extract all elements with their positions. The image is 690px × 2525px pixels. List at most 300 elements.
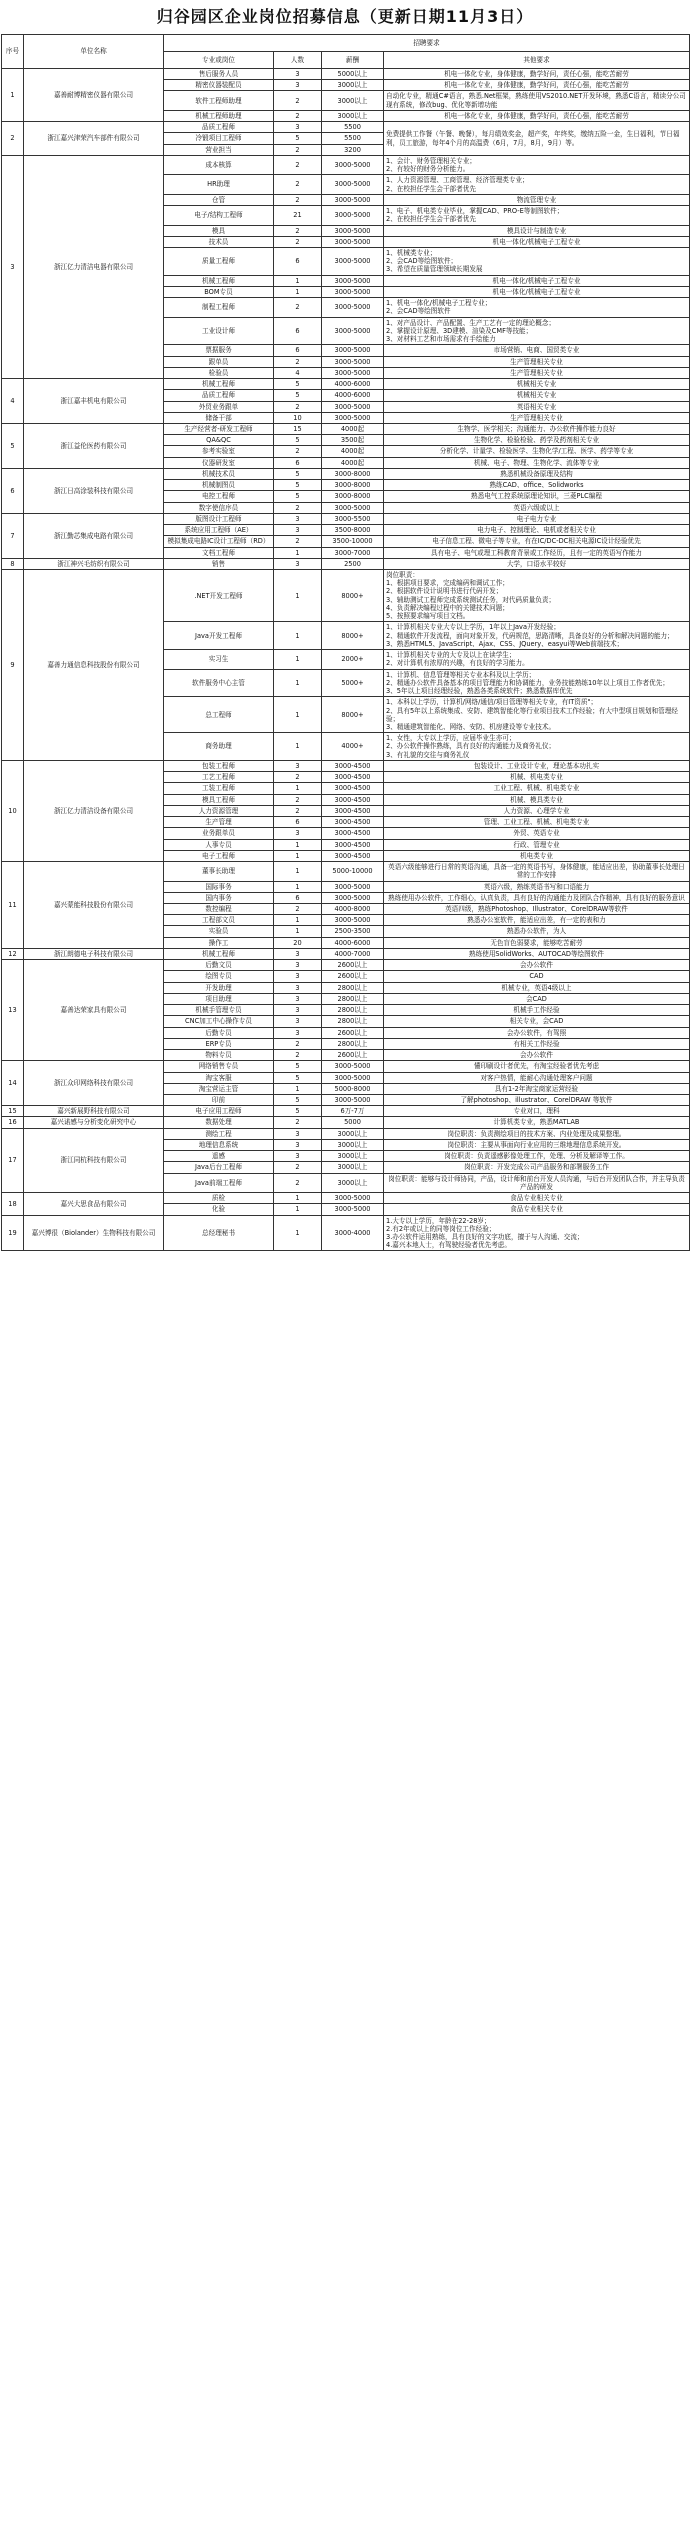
position-cell: 国内事务 <box>164 892 274 903</box>
count-cell: 3 <box>274 948 322 959</box>
company-seq: 17 <box>2 1128 24 1192</box>
count-cell: 1 <box>274 862 322 881</box>
requirement-cell: 电子电力专业 <box>384 513 690 524</box>
count-cell: 1 <box>274 926 322 937</box>
salary-cell: 4000-6000 <box>322 379 384 390</box>
position-cell: 系统应用工程师（AE） <box>164 525 274 536</box>
salary-cell: 5500 <box>322 133 384 144</box>
salary-cell: 2800以上 <box>322 993 384 1004</box>
salary-cell: 3000-5000 <box>322 1072 384 1083</box>
requirement-cell: 无色盲色弱要求，能够吃苦耐劳 <box>384 937 690 948</box>
salary-cell: 3000-4500 <box>322 760 384 771</box>
salary-cell: 3000-5000 <box>322 206 384 225</box>
salary-cell: 3000-5000 <box>322 1094 384 1105</box>
company-name: 浙江朗德电子科技有限公司 <box>24 948 164 959</box>
count-cell: 1 <box>274 1204 322 1215</box>
requirement-cell: 会办公软件，有驾照 <box>384 1027 690 1038</box>
count-cell: 5 <box>274 133 322 144</box>
count-cell: 20 <box>274 937 322 948</box>
salary-cell: 3000以上 <box>322 110 384 121</box>
company-seq: 12 <box>2 948 24 959</box>
requirement-cell: 英语四级，熟练Photoshop、Illustrator、CorelDRAW等软件 <box>384 903 690 914</box>
salary-cell: 3000-5000 <box>322 356 384 367</box>
position-cell: 工装工程师 <box>164 783 274 794</box>
position-cell: 营业担当 <box>164 144 274 155</box>
company-seq: 8 <box>2 558 24 569</box>
count-cell: 2 <box>274 356 322 367</box>
table-row <box>2 423 690 434</box>
count-cell: 3 <box>274 828 322 839</box>
count-cell: 2 <box>274 1038 322 1049</box>
count-cell: 2 <box>274 175 322 194</box>
requirement-cell: 熟悉电气工控系统原理论知识，三菱PLC编程 <box>384 491 690 502</box>
requirement-cell: 岗位职责：能够与设计师协同，产品，设计师和前台开发人员沟通，与后台开发团队合作，并主导负责产品的研发 <box>384 1173 690 1192</box>
count-cell: 1 <box>274 275 322 286</box>
position-cell: 技术员 <box>164 236 274 247</box>
position-cell: 项目助理 <box>164 993 274 1004</box>
count-cell: 1 <box>274 1215 322 1251</box>
position-cell: 机械技术员 <box>164 468 274 479</box>
requirement-cell: 1、女性，大专以上学历，应届毕业生亦可； 2、办公软件操作熟练，具有良好的沟通能力及商务礼仪； 3、有礼貌的交往与商务礼仪 <box>384 733 690 761</box>
requirement-cell: 熟悉机械设备原理及结构 <box>384 468 690 479</box>
position-cell: 实验员 <box>164 926 274 937</box>
requirement-cell: 行政、管理专业 <box>384 839 690 850</box>
position-cell: QA&QC <box>164 435 274 446</box>
position-cell: 电子工程师 <box>164 850 274 861</box>
company-name: 嘉善力通信息科技股份有限公司 <box>24 570 164 761</box>
requirement-cell: 1、机电一体化/机械电子工程专业； 2、会CAD等绘图软件 <box>384 298 690 317</box>
requirement-cell: 管理、工业工程、机械、机电类专业 <box>384 817 690 828</box>
position-cell: 外贸业务跟单 <box>164 401 274 412</box>
position-cell: 化验 <box>164 1204 274 1215</box>
company-seq: 1 <box>2 69 24 122</box>
count-cell: 3 <box>274 1027 322 1038</box>
salary-cell: 3000-4000 <box>322 1215 384 1251</box>
position-cell: 质量工程师 <box>164 247 274 275</box>
salary-cell: 3000以上 <box>322 80 384 91</box>
position-cell: 操作工 <box>164 937 274 948</box>
position-cell: 淘宝营运主管 <box>164 1083 274 1094</box>
table-body <box>2 69 690 1251</box>
salary-cell: 5000以上 <box>322 69 384 80</box>
count-cell: 2 <box>274 794 322 805</box>
position-cell: 商务助理 <box>164 733 274 761</box>
count-cell: 4 <box>274 367 322 378</box>
position-cell: 成本核算 <box>164 155 274 174</box>
count-cell: 6 <box>274 345 322 356</box>
salary-cell: 3000-5000 <box>322 1193 384 1204</box>
requirement-cell: 1、机械类专业； 2、会CAD等绘图软件； 3、希望在质量管理领域长期发展 <box>384 247 690 275</box>
position-cell: 电控工程师 <box>164 491 274 502</box>
count-cell: 21 <box>274 206 322 225</box>
position-cell: 品质工程师 <box>164 390 274 401</box>
position-cell: 开发助理 <box>164 982 274 993</box>
count-cell: 6 <box>274 317 322 345</box>
salary-cell: 8000+ <box>322 570 384 622</box>
requirement-cell: 机电类专业 <box>384 850 690 861</box>
position-cell: 总经理秘书 <box>164 1215 274 1251</box>
count-cell: 2 <box>274 225 322 236</box>
salary-cell: 2600以上 <box>322 971 384 982</box>
requirement-cell: 大学，口语水平较好 <box>384 558 690 569</box>
count-cell: 3 <box>274 971 322 982</box>
count-cell: 3 <box>274 1139 322 1150</box>
company-seq: 19 <box>2 1215 24 1251</box>
count-cell: 3 <box>274 1151 322 1162</box>
requirement-cell: 机电一体化专业，身体健康，勤学好问，责任心强，能吃苦耐劳 <box>384 80 690 91</box>
header-position: 专业或岗位 <box>164 52 274 69</box>
count-cell: 1 <box>274 839 322 850</box>
position-cell: 质检 <box>164 1193 274 1204</box>
count-cell: 5 <box>274 435 322 446</box>
count-cell: 2 <box>274 91 322 110</box>
count-cell: 2 <box>274 772 322 783</box>
salary-cell: 3000-5000 <box>322 236 384 247</box>
salary-cell: 3000-5000 <box>322 317 384 345</box>
salary-cell: 3000-5000 <box>322 892 384 903</box>
position-cell: 物料专员 <box>164 1050 274 1061</box>
requirement-cell: 1、电子、机电类专业毕业，掌握CAD、PRO-E等制图软件； 2、在校担任学生会干部者优先 <box>384 206 690 225</box>
position-cell: 测绘工程 <box>164 1128 274 1139</box>
salary-cell: 3000-5000 <box>322 275 384 286</box>
position-cell: 售后服务人员 <box>164 69 274 80</box>
position-cell: CNC加工中心操作专员 <box>164 1016 274 1027</box>
count-cell: 6 <box>274 247 322 275</box>
requirement-cell: 分析化学、计量学、检验医学、生物化学/工程、医学、药学等专业 <box>384 446 690 457</box>
count-cell: 2 <box>274 144 322 155</box>
salary-cell: 3000-4500 <box>322 850 384 861</box>
salary-cell: 3000-4500 <box>322 805 384 816</box>
position-cell: 工业设计师 <box>164 317 274 345</box>
position-cell: 人事专员 <box>164 839 274 850</box>
company-name: 浙江勤芯集成电路有限公司 <box>24 513 164 558</box>
table-row <box>2 862 690 881</box>
salary-cell: 3000-5500 <box>322 513 384 524</box>
header-row-1 <box>2 35 690 52</box>
position-cell: 工程部文员 <box>164 915 274 926</box>
company-seq: 13 <box>2 960 24 1061</box>
salary-cell: 3000-4500 <box>322 794 384 805</box>
count-cell: 3 <box>274 1016 322 1027</box>
salary-cell: 4000起 <box>322 446 384 457</box>
count-cell: 6 <box>274 817 322 828</box>
company-seq: 9 <box>2 570 24 761</box>
position-cell: 机械制图员 <box>164 480 274 491</box>
table-row <box>2 1128 690 1139</box>
company-name: 嘉兴大思食品有限公司 <box>24 1193 164 1215</box>
position-cell: 检验员 <box>164 367 274 378</box>
requirement-cell: 机械相关专业 <box>384 390 690 401</box>
count-cell: 3 <box>274 760 322 771</box>
position-cell: 参考实验室 <box>164 446 274 457</box>
table-row <box>2 558 690 569</box>
count-cell: 2 <box>274 502 322 513</box>
requirement-cell: 生产管理相关专业 <box>384 367 690 378</box>
position-cell: 后勤专员 <box>164 1027 274 1038</box>
company-name: 浙江神兴毛纺织有限公司 <box>24 558 164 569</box>
requirement-cell: 岗位职责：负责测绘项目的技术方案、内业处理及成果整理。 <box>384 1128 690 1139</box>
table-row <box>2 760 690 771</box>
salary-cell: 3000-5000 <box>322 194 384 205</box>
salary-cell: 2500-3500 <box>322 926 384 937</box>
requirement-cell: 机电一体化/机械电子工程专业 <box>384 236 690 247</box>
salary-cell: 3200 <box>322 144 384 155</box>
count-cell: 3 <box>274 69 322 80</box>
salary-cell: 3000-5000 <box>322 298 384 317</box>
position-cell: 软件工程师助理 <box>164 91 274 110</box>
salary-cell: 3500起 <box>322 435 384 446</box>
header-count: 人数 <box>274 52 322 69</box>
count-cell: 3 <box>274 982 322 993</box>
position-cell: HR助理 <box>164 175 274 194</box>
company-seq: 3 <box>2 155 24 378</box>
salary-cell: 3000-5000 <box>322 175 384 194</box>
salary-cell: 2000+ <box>322 650 384 669</box>
count-cell: 1 <box>274 650 322 669</box>
position-cell: 总工程师 <box>164 697 274 733</box>
table-row <box>2 570 690 622</box>
position-cell: 储备干部 <box>164 412 274 423</box>
count-cell: 5 <box>274 1061 322 1072</box>
salary-cell: 3000-7000 <box>322 547 384 558</box>
count-cell: 3 <box>274 558 322 569</box>
count-cell: 2 <box>274 155 322 174</box>
salary-cell: 3000-5000 <box>322 367 384 378</box>
count-cell: 2 <box>274 446 322 457</box>
table-row <box>2 69 690 80</box>
requirement-cell: 熟悉办公室软件，能适应出差，有一定的表和力 <box>384 915 690 926</box>
position-cell: 网络销售专员 <box>164 1061 274 1072</box>
position-cell: 精密仪器装配员 <box>164 80 274 91</box>
position-cell: 生产管理 <box>164 817 274 828</box>
company-name: 浙江同杭科技有限公司 <box>24 1128 164 1192</box>
requirement-cell: 物流管理专业 <box>384 194 690 205</box>
position-cell: 模具工程师 <box>164 794 274 805</box>
count-cell: 5 <box>274 491 322 502</box>
position-cell: Java开发工程师 <box>164 622 274 650</box>
position-cell: 后勤文员 <box>164 960 274 971</box>
position-cell: 业务跟单员 <box>164 828 274 839</box>
requirement-cell: 相关专业，会CAD <box>384 1016 690 1027</box>
header-group: 招聘要求 <box>164 35 690 52</box>
position-cell: 淘宝客服 <box>164 1072 274 1083</box>
requirement-cell: 1.大专以上学历，年龄在22-28岁； 2.有2年或以上的同等岗位工作经验； 3.办公软件运用熟练，具有良好的文字功底，擅于与人沟通、交流； 4.嘉兴本地人士，有驾驶经验者优先考虑。 <box>384 1215 690 1251</box>
salary-cell: 6万-7万 <box>322 1106 384 1117</box>
count-cell: 3 <box>274 525 322 536</box>
salary-cell: 2800以上 <box>322 1038 384 1049</box>
salary-cell: 3000-5000 <box>322 1204 384 1215</box>
count-cell: 3 <box>274 513 322 524</box>
company-seq: 5 <box>2 423 24 468</box>
company-seq: 6 <box>2 468 24 513</box>
position-cell: 数据处理 <box>164 1117 274 1128</box>
salary-cell: 5500 <box>322 122 384 133</box>
requirement-cell: 自动化专业，精通C#语言，熟悉.Net框架，熟练使用VS2010.NET开发环境，熟悉C语言，精读分公司现有系统，修改bug、优化等新增功能 <box>384 91 690 110</box>
requirement-cell: 有相关工作经验 <box>384 1038 690 1049</box>
count-cell: 1 <box>274 1193 322 1204</box>
requirement-cell: 熟练CAD、office、Solidworks <box>384 480 690 491</box>
position-cell: 电子应用工程师 <box>164 1106 274 1117</box>
count-cell: 3 <box>274 1128 322 1139</box>
salary-cell: 3000-8000 <box>322 480 384 491</box>
position-cell: 遥感 <box>164 1151 274 1162</box>
requirement-cell: 岗位职责：负责遥感影像处理工作，处理、分析及解译等工作。 <box>384 1151 690 1162</box>
salary-cell: 4000起 <box>322 423 384 434</box>
position-cell: Java后台工程师 <box>164 1162 274 1173</box>
count-cell: 1 <box>274 733 322 761</box>
position-cell: 仓管 <box>164 194 274 205</box>
position-cell: 工艺工程师 <box>164 772 274 783</box>
salary-cell: 4000起 <box>322 457 384 468</box>
position-cell: 实习生 <box>164 650 274 669</box>
header-req: 其他要求 <box>384 52 690 69</box>
company-name: 浙江嘉丰机电有限公司 <box>24 379 164 424</box>
salary-cell: 5000 <box>322 1117 384 1128</box>
position-cell: 冷锻项目工程师 <box>164 133 274 144</box>
salary-cell: 8000+ <box>322 622 384 650</box>
count-cell: 2 <box>274 903 322 914</box>
company-seq: 18 <box>2 1193 24 1215</box>
table-row <box>2 1061 690 1072</box>
salary-cell: 3000-5000 <box>322 345 384 356</box>
salary-cell: 4000-7000 <box>322 948 384 959</box>
count-cell: 2 <box>274 194 322 205</box>
header-seq: 序号 <box>2 35 24 69</box>
requirement-cell: 1、计算机相关专业大专以上学历，1年以上Java开发经验； 2、精通软件开发流程，面向对象开发，代码规范，思路清晰，具备良好的分析和解决问题的能力； 3、熟悉HTML5、JavaScript、Ajax、CSS、JQuery、easyui等Web前端技术； <box>384 622 690 650</box>
salary-cell: 4000-6000 <box>322 937 384 948</box>
requirement-cell: CAD <box>384 971 690 982</box>
company-seq: 14 <box>2 1061 24 1106</box>
salary-cell: 3000以上 <box>322 1128 384 1139</box>
position-cell: 版图设计工程师 <box>164 513 274 524</box>
count-cell: 5 <box>274 379 322 390</box>
count-cell: 1 <box>274 697 322 733</box>
requirement-cell: 机械手工作经验 <box>384 1005 690 1016</box>
salary-cell: 2600以上 <box>322 1027 384 1038</box>
position-cell: 生产经营者-研发工程师 <box>164 423 274 434</box>
position-cell: 文档工程师 <box>164 547 274 558</box>
position-cell: ERP专员 <box>164 1038 274 1049</box>
count-cell: 1 <box>274 1083 322 1094</box>
position-cell: 机械工程师 <box>164 948 274 959</box>
table-row <box>2 1215 690 1251</box>
requirement-cell: 免费提供工作餐（午餐、晚餐），每月绩效奖金，超产奖，年终奖，缴纳五险一金，生日福利，节日福利，员工旅游，每年4个月的高温费（6月，7月，8月，9月）等。 <box>384 122 690 156</box>
requirement-cell: 会办公软件 <box>384 960 690 971</box>
count-cell: 1 <box>274 850 322 861</box>
salary-cell: 2800以上 <box>322 1005 384 1016</box>
requirement-cell: 1、人力资源管理、工商管理、经济管理类专业； 2、在校担任学生会干部者优先 <box>384 175 690 194</box>
company-name: 嘉兴蒙能科技股份有限公司 <box>24 862 164 949</box>
position-cell: 制程工程师 <box>164 298 274 317</box>
requirement-cell: 专业对口，理科 <box>384 1106 690 1117</box>
requirement-cell: 懂印刷设计者优先，有淘宝经验者优先考虑 <box>384 1061 690 1072</box>
position-cell: 绘图专员 <box>164 971 274 982</box>
position-cell: 品质工程师 <box>164 122 274 133</box>
table-row <box>2 948 690 959</box>
salary-cell: 4000-8000 <box>322 903 384 914</box>
position-cell: BOM专员 <box>164 286 274 297</box>
position-cell: 印前 <box>164 1094 274 1105</box>
count-cell: 1 <box>274 286 322 297</box>
salary-cell: 3000以上 <box>322 91 384 110</box>
requirement-cell: 1、计算机相关专业的大专及以上在读学生； 2、对计算机有浓厚的兴趣，有良好的学习能力。 <box>384 650 690 669</box>
table-row <box>2 1193 690 1204</box>
company-name: 嘉兴博很（Biolander）生物科技有限公司 <box>24 1215 164 1251</box>
salary-cell: 3000-4500 <box>322 839 384 850</box>
requirement-cell: 机械、模具类专业 <box>384 794 690 805</box>
position-cell: 机械工程师助理 <box>164 110 274 121</box>
requirement-cell: 岗位职责： 1、根据项目要求，完成编码和调试工作； 2、根据软件设计说明书进行代码开发； 3、辅助测试工程师完成系统测试任务，对代码质量负责； 4、负责解决编程过程中的关键技术问题； 5、按照要求编写项目文档。 <box>384 570 690 622</box>
requirement-cell: 对客户热情，能耐心沟通处理客户问题 <box>384 1072 690 1083</box>
requirement-cell: 1、计算机、信息管理等相关专业本科及以上学历； 2、精通办公软件具备基本的项目管理能力和协调能力，业务技能熟练10年以上项目工作者优先； 3、5年以上项目经理经验，熟悉各类系统软件；熟悉数据库优先 <box>384 669 690 697</box>
count-cell: 3 <box>274 122 322 133</box>
requirement-cell: 岗位职责：开发完成公司产品服务和部署服务工作 <box>384 1162 690 1173</box>
requirement-cell: 具有1-2年淘宝商家运营经验 <box>384 1083 690 1094</box>
company-name: 浙江益伦医药有限公司 <box>24 423 164 468</box>
company-seq: 4 <box>2 379 24 424</box>
salary-cell: 3000-5000 <box>322 1061 384 1072</box>
header-company: 单位名称 <box>24 35 164 69</box>
count-cell: 5 <box>274 480 322 491</box>
requirement-cell: 会办公软件 <box>384 1050 690 1061</box>
salary-cell: 3000-4500 <box>322 783 384 794</box>
table-row <box>2 379 690 390</box>
requirement-cell: 具有电子、电气或理工科教育背景或工作经历，且有一定的英语写作能力 <box>384 547 690 558</box>
table-row <box>2 1106 690 1117</box>
salary-cell: 2500 <box>322 558 384 569</box>
position-cell: .NET开发工程师 <box>164 570 274 622</box>
salary-cell: 3000-5000 <box>322 225 384 236</box>
count-cell: 6 <box>274 457 322 468</box>
count-cell: 3 <box>274 960 322 971</box>
count-cell: 5 <box>274 1094 322 1105</box>
count-cell: 1 <box>274 547 322 558</box>
requirement-cell: 包装设计、工业设计专业，理论基本功扎实 <box>384 760 690 771</box>
position-cell: 机械手管理专员 <box>164 1005 274 1016</box>
company-name: 嘉兴诺感与分析变化研究中心 <box>24 1117 164 1128</box>
count-cell: 2 <box>274 1117 322 1128</box>
table-row <box>2 468 690 479</box>
salary-cell: 3000-8000 <box>322 468 384 479</box>
requirement-cell: 机电一体化/机械电子工程专业 <box>384 286 690 297</box>
salary-cell: 3000-5000 <box>322 401 384 412</box>
count-cell: 3 <box>274 993 322 1004</box>
requirement-cell: 市场营销、电商、国贸类专业 <box>384 345 690 356</box>
salary-cell: 2600以上 <box>322 1050 384 1061</box>
company-seq: 16 <box>2 1117 24 1128</box>
requirement-cell: 食品专业相关专业 <box>384 1204 690 1215</box>
company-name: 浙江亿力清洁设备有限公司 <box>24 760 164 861</box>
table-row <box>2 1117 690 1128</box>
salary-cell: 3000-5000 <box>322 502 384 513</box>
position-cell: Java前端工程师 <box>164 1173 274 1192</box>
salary-cell: 2600以上 <box>322 960 384 971</box>
salary-cell: 3000-5000 <box>322 412 384 423</box>
requirement-cell: 熟悉办公软件，为人 <box>384 926 690 937</box>
requirement-cell: 1、对产品设计、产品配置、生产工艺有一定的理论概念； 2、掌握设计原理、3D建模、渲染及CMF等技能； 3、对材料工艺和市场需求有手绘能力 <box>384 317 690 345</box>
company-seq: 11 <box>2 862 24 949</box>
count-cell: 2 <box>274 1050 322 1061</box>
position-cell: 模拟集成电路IC设计工程师（RD） <box>164 536 274 547</box>
salary-cell: 3000-4500 <box>322 772 384 783</box>
requirement-cell: 岗位职责：主要从事面向行业应用的三维地理信息系统开发。 <box>384 1139 690 1150</box>
requirement-cell: 生物化学、检验检验、药学及药剂相关专业 <box>384 435 690 446</box>
position-cell: 地理信息系统 <box>164 1139 274 1150</box>
count-cell: 3 <box>274 1005 322 1016</box>
requirement-cell: 食品专业相关专业 <box>384 1193 690 1204</box>
position-cell: 机械工程师 <box>164 379 274 390</box>
position-cell: 软件服务中心主管 <box>164 669 274 697</box>
